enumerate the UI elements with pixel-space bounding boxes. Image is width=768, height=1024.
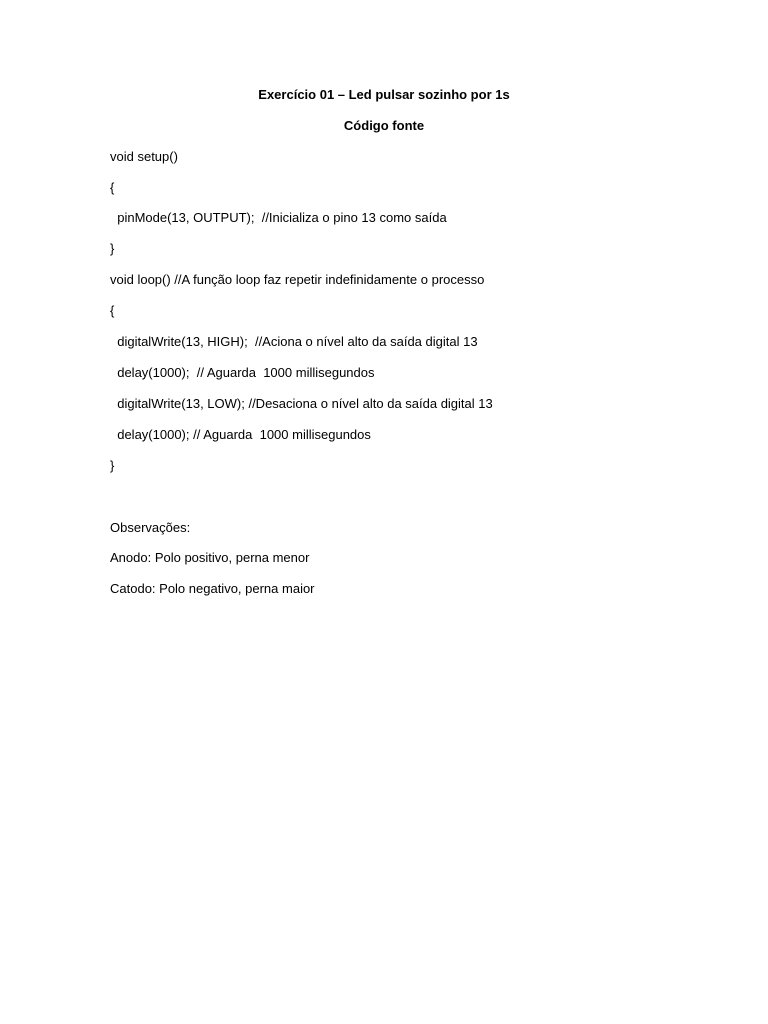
code-line: { bbox=[110, 303, 115, 318]
code-line: digitalWrite(13, HIGH); //Aciona o nível alto da saída digital 13 bbox=[110, 334, 478, 349]
code-line: pinMode(13, OUTPUT); //Inicializa o pino 13 como saída bbox=[110, 210, 447, 225]
note-line: Catodo: Polo negativo, perna maior bbox=[110, 581, 315, 596]
document-subtitle: Código fonte bbox=[343, 118, 425, 133]
note-line: Anodo: Polo positivo, perna menor bbox=[110, 550, 310, 565]
code-line: { bbox=[110, 180, 115, 195]
code-line: } bbox=[110, 241, 115, 256]
code-line: delay(1000); // Aguarda 1000 millisegundos bbox=[110, 427, 371, 442]
code-line: } bbox=[110, 458, 115, 473]
notes-heading: Observações: bbox=[110, 520, 191, 535]
code-line: digitalWrite(13, LOW); //Desaciona o nível alto da saída digital 13 bbox=[110, 396, 493, 411]
code-line: void loop() //A função loop faz repetir indefinidamente o processo bbox=[110, 272, 485, 287]
document-title: Exercício 01 – Led pulsar sozinho por 1s bbox=[258, 87, 510, 102]
code-line: void setup() bbox=[110, 149, 178, 164]
code-line: delay(1000); // Aguarda 1000 millisegundos bbox=[110, 365, 375, 380]
